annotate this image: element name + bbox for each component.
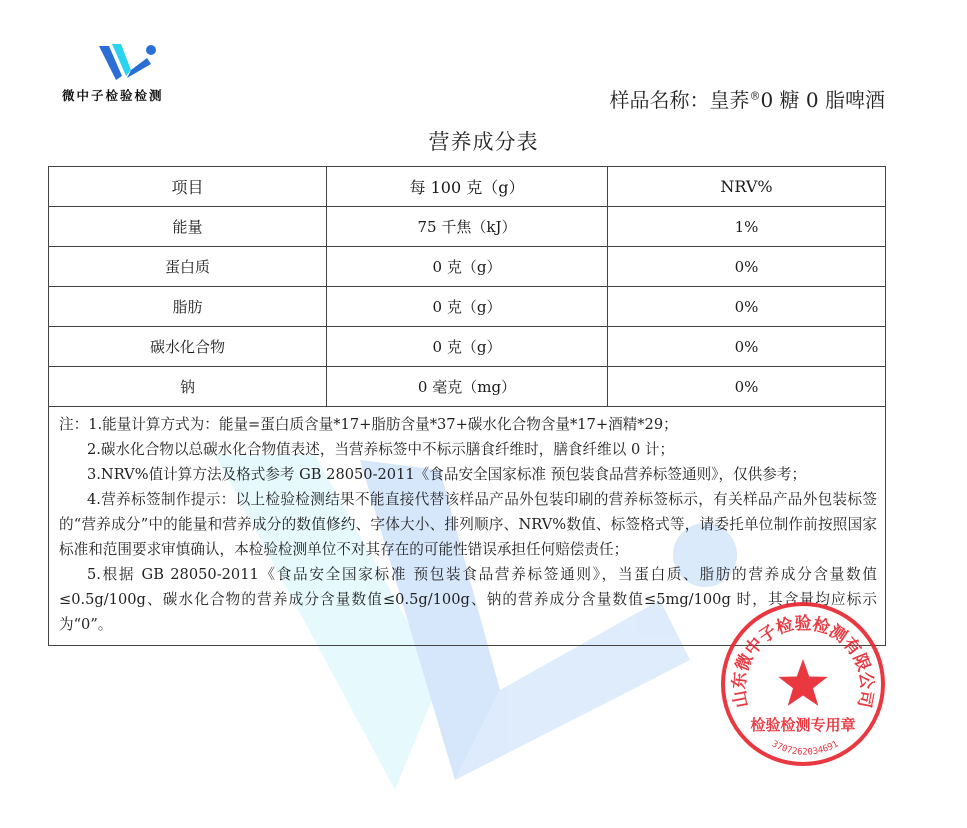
cell-amount: 75 千焦（kJ） <box>327 207 608 247</box>
header-nrv: NRV% <box>608 167 886 207</box>
table-title: 营养成分表 <box>428 130 539 154</box>
official-seal <box>718 596 888 771</box>
w-logo-icon <box>97 40 159 82</box>
cell-nrv: 0% <box>608 247 886 287</box>
note-4: 4.营养标签制作提示：以上检验检测结果不能直接代替该样品产品外包装印刷的营养标签标示，有关样品产品外包装标签的“营养成分”中的能量和营养成分的数值修约、字体大小、排列顺序、NRV%数值、标签格式等，请委托单位制作前按照国家标准和范围要求审慎确认，本检验检测单位不对其存在的可能性错误承担任何赔偿责任； <box>59 491 877 558</box>
cell-item: 碳水化合物 <box>49 327 327 367</box>
cell-amount: 0 克（g） <box>327 287 608 327</box>
sample-name-pre: 皇荞 <box>709 88 750 112</box>
sample-name-label: 样品名称： <box>609 88 710 112</box>
header-item: 项目 <box>49 167 327 207</box>
note-2: 2.碳水化合物以总碳水化合物值表述，当营养标签中不标示膳食纤维时，膳食纤维以 0 计； <box>87 441 675 458</box>
note-1: 注：1.能量计算方式为：能量=蛋白质含量*17+脂肪含量*37+碳水化合物含量*17+酒精*29； <box>59 416 678 433</box>
cell-amount: 0 克（g） <box>327 327 608 367</box>
cell-nrv: 1% <box>608 207 886 247</box>
seal-purpose-text: 检验检测专用章 <box>750 716 856 734</box>
cell-nrv: 0% <box>608 327 886 367</box>
registered-mark: ® <box>749 89 761 103</box>
cell-nrv: 0% <box>608 367 886 407</box>
note-5: 5.根据 GB 28050-2011《食品安全国家标准 预包装食品营养标签通则》，当蛋白质、脂肪的营养成分含量数值≤0.5g/100g、碳水化合物的营养成分含量数值≤0.5g/100g、钠的营养成分含量数值≤5mg/100g 时，其含量均应标示为“0”。 <box>59 566 877 633</box>
nutrition-panel <box>48 166 886 646</box>
cell-amount: 0 克（g） <box>327 247 608 287</box>
cell-nrv: 0% <box>608 287 886 327</box>
note-3: 3.NRV%值计算方法及格式参考 GB 28050-2011《食品安全国家标准 预包装食品营养标签通则》，仅供参考； <box>87 466 807 483</box>
seal-star-icon <box>778 659 827 706</box>
table-row <box>49 327 885 367</box>
company-logo <box>62 40 212 104</box>
sample-name-post: 0 糖 0 脂啤酒 <box>760 88 885 112</box>
logo-text: 微中子检验检测 <box>62 88 164 103</box>
seal-company-text: 山东微中子检验检测有限公司 <box>729 613 877 710</box>
cell-item: 脂肪 <box>49 287 327 327</box>
table-row <box>49 247 885 287</box>
cell-item: 钠 <box>49 367 327 407</box>
cell-item: 蛋白质 <box>49 247 327 287</box>
seal-code-text: 3707262034691 <box>769 739 841 758</box>
table-row <box>49 287 885 327</box>
cell-item: 能量 <box>49 207 327 247</box>
cell-amount: 0 毫克（mg） <box>327 367 608 407</box>
table-row <box>49 207 885 247</box>
header-per-100g: 每 100 克（g） <box>327 167 608 207</box>
nutrition-table <box>49 167 885 407</box>
sample-name <box>609 84 885 113</box>
table-header-row <box>49 167 885 207</box>
table-row <box>49 367 885 407</box>
